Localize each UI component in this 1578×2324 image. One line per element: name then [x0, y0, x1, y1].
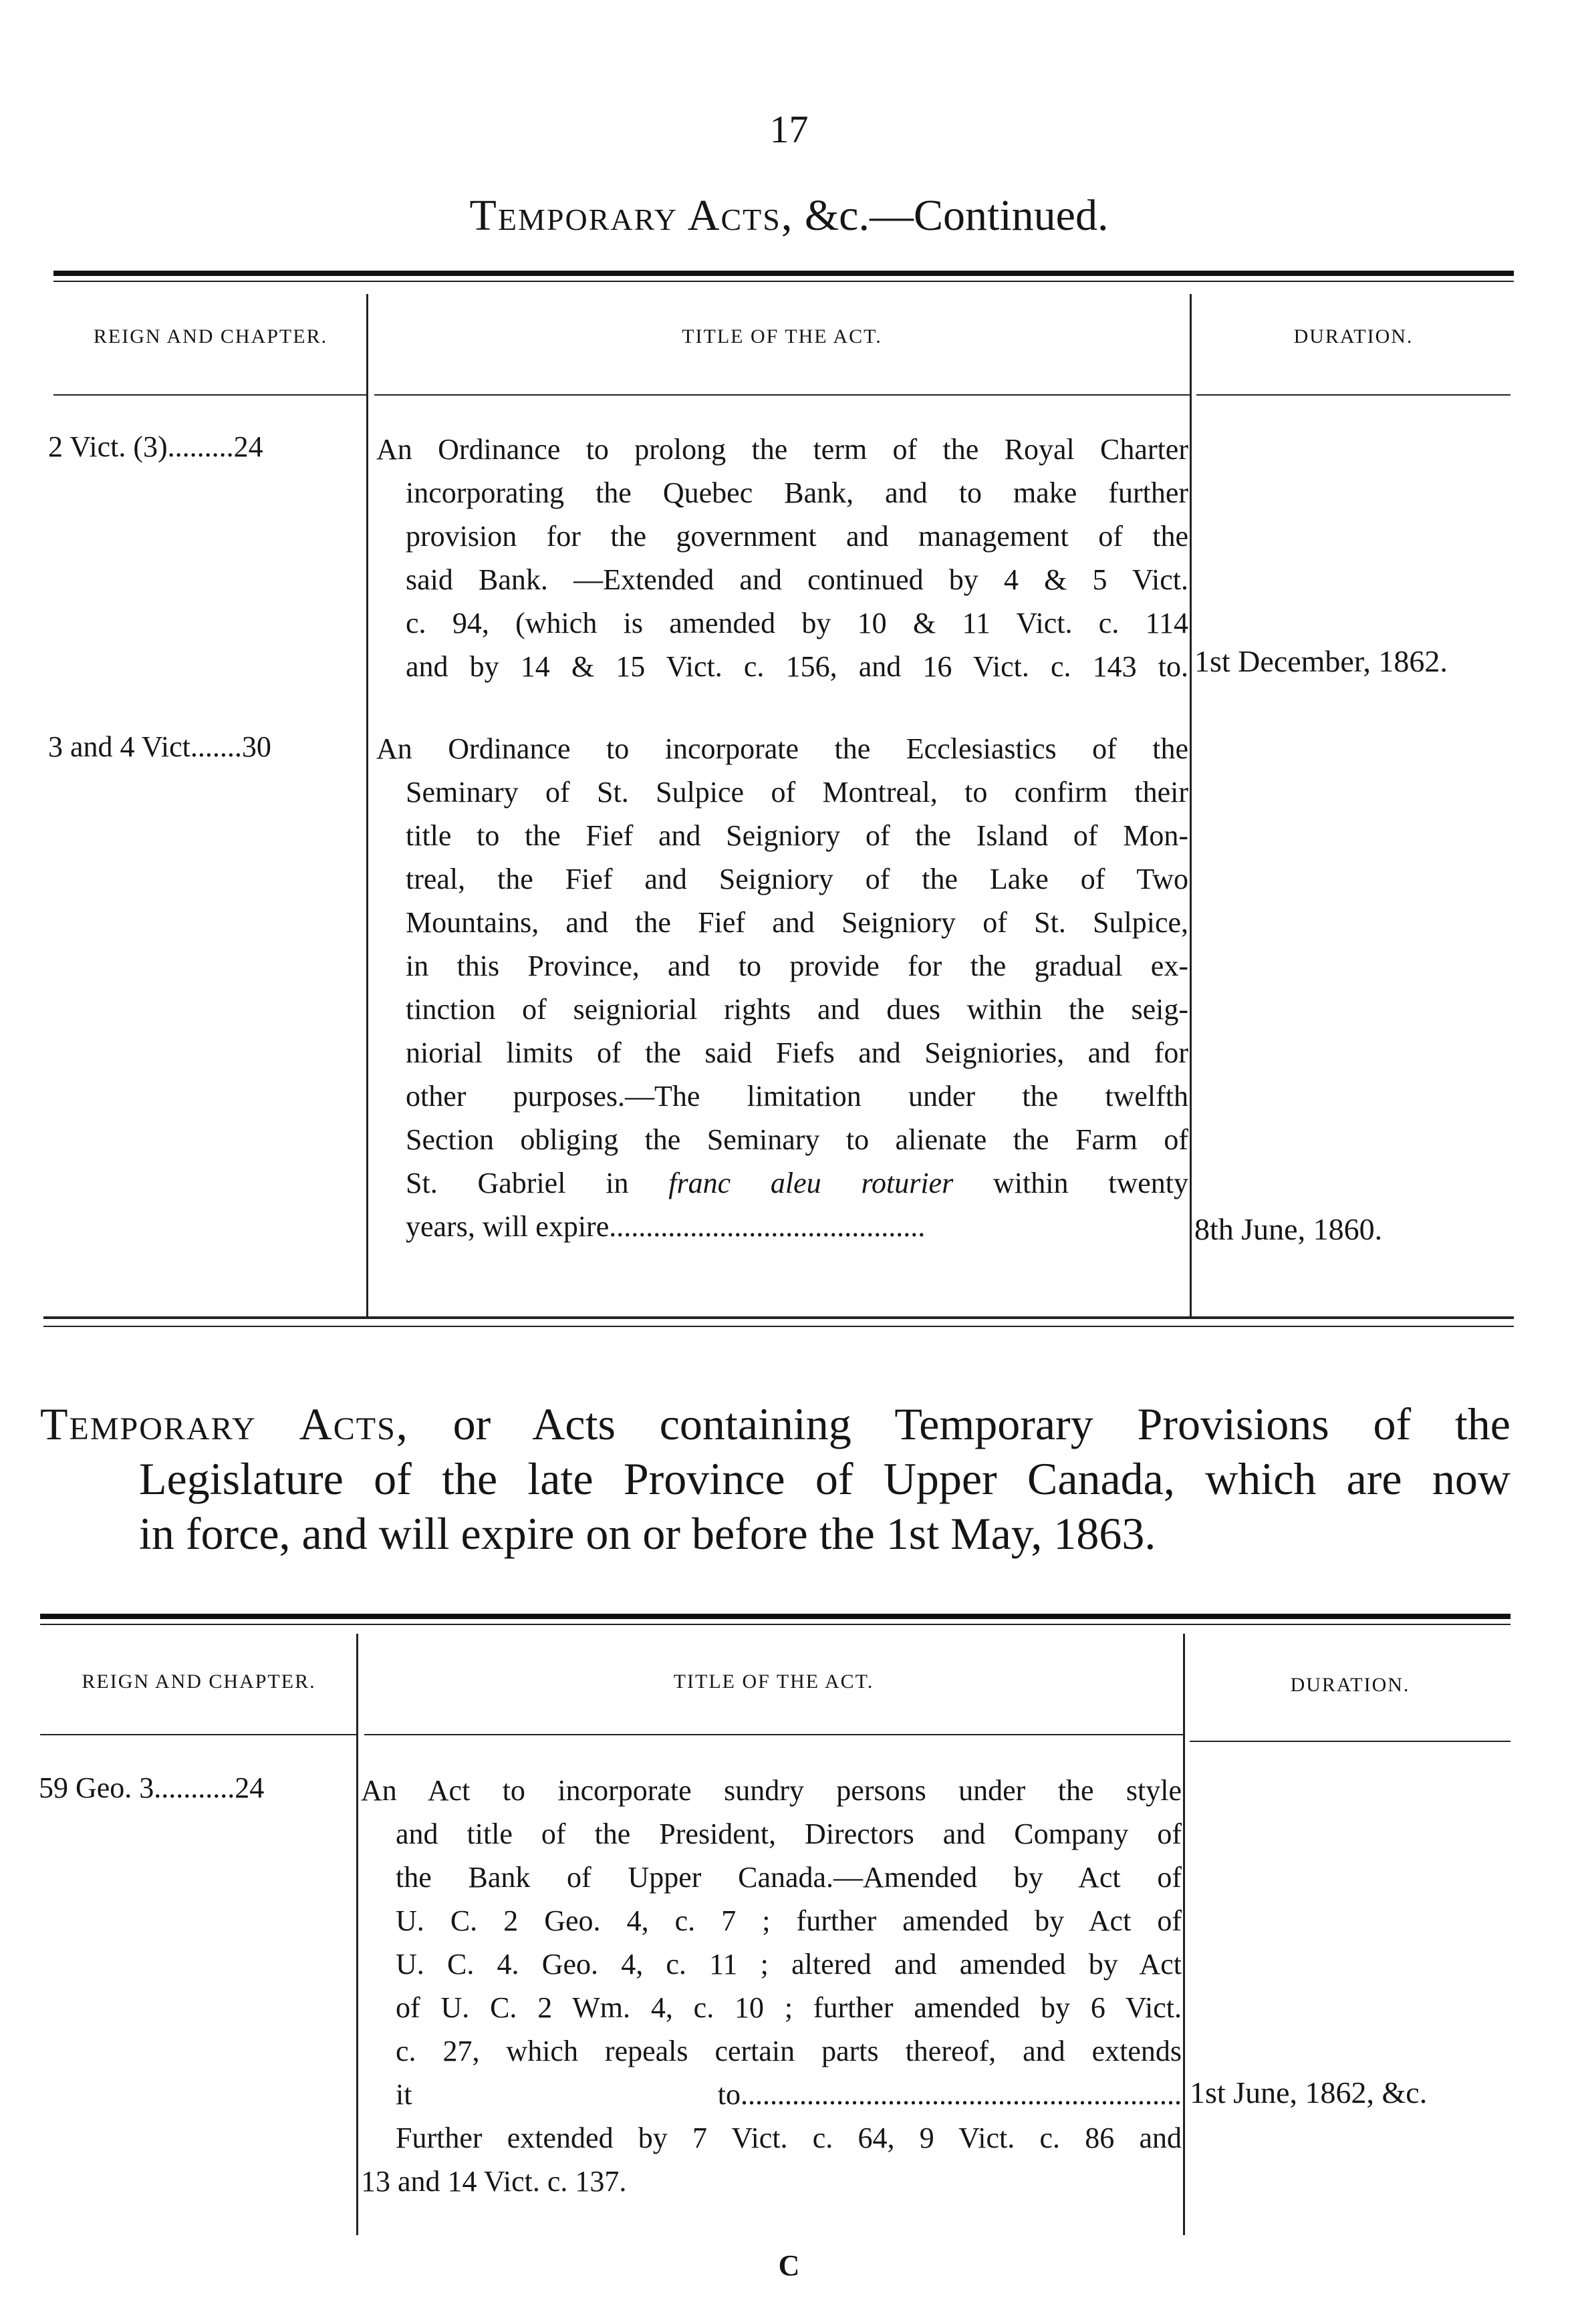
section-title-line1-rest: or Acts containing Temporary Provisions of the: [408, 1399, 1510, 1449]
table1-head-rule-reign: [53, 394, 368, 396]
table1-head-rule-title: [374, 394, 1190, 396]
italic-phrase: franc aleu roturier: [668, 1167, 954, 1199]
text-line: Further extended by 7 Vict. c. 64, 9 Vict. c. 86 and: [396, 2122, 1182, 2154]
table2-row1-reign: 59 Geo. 3...........24: [39, 1771, 265, 1804]
table1-col-reign: REIGN AND CHAPTER.: [93, 325, 328, 347]
table2-top-rule: [40, 1614, 1510, 1619]
text-line: U. C. 4. Geo. 4, c. 11 ; altered and amended by Act: [396, 1948, 1182, 1981]
text-line: and by 14 & 15 Vict. c. 156, and 16 Vict. c. 143 to.: [406, 650, 1188, 683]
table2-top-rule-inner: [40, 1624, 1510, 1625]
table1-bottom-rule: [43, 1316, 1514, 1319]
text-line: c. 94, (which is amended by 10 & 11 Vict. c. 114: [406, 607, 1188, 639]
text-line: 13 and 14 Vict. c. 137.: [361, 2165, 627, 2198]
table2-head-rule-title: [364, 1734, 1183, 1735]
section-title-line1: [40, 1397, 1510, 1451]
table2-divider-right: [1183, 1634, 1185, 2235]
table2-col-duration: DURATION.: [1290, 1674, 1410, 1696]
table1-col-title: TITLE OF THE ACT.: [682, 325, 882, 347]
table2-divider-left: [356, 1634, 358, 2235]
page-number: 17: [769, 108, 809, 151]
table1-row2-duration: 8th June, 1860.: [1194, 1212, 1383, 1246]
text-line: in this Province, and to provide for the gradual ex-: [406, 950, 1188, 982]
text-line: it to............................................................: [396, 2078, 1182, 2111]
text-line: U. C. 2 Geo. 4, c. 7 ; further amended by Act of: [396, 1904, 1182, 1937]
text-line: provision for the government and management of the: [406, 520, 1188, 553]
table1-top-rule-inner: [53, 281, 1514, 282]
section-title-line3: in force, and will expire on or before the 1st May, 1863.: [139, 1508, 1156, 1559]
table2-row1-title: [361, 1769, 1182, 2203]
text-line: treal, the Fief and Seigniory of the Lake of Two: [406, 863, 1188, 895]
table1-divider-left: [366, 294, 368, 1316]
text-line: the Bank of Upper Canada.—Amended by Act of: [396, 1861, 1182, 1894]
text-line: of U. C. 2 Wm. 4, c. 10 ; further amended by 6 Vict.: [396, 1991, 1182, 2024]
text-line: title to the Fief and Seigniory of the Island of Mon-: [406, 819, 1188, 852]
table1-bottom-rule-inner: [43, 1326, 1514, 1327]
table1-top-rule: [53, 271, 1514, 276]
heading-continued: &c.—Continued.: [793, 191, 1109, 240]
table2-row1-duration: 1st June, 1862, &c.: [1190, 2075, 1428, 2110]
text-line-mixed: [376, 1161, 1188, 1205]
section-title-line2: Legislature of the late Province of Upper Canada, which are now: [139, 1453, 1510, 1504]
table1-col-duration: DURATION.: [1293, 325, 1414, 347]
page-heading: [0, 190, 1578, 241]
text-line: Mountains, and the Fief and Seigniory of St. Sulpice,: [406, 906, 1188, 939]
section-title: [40, 1397, 1510, 1561]
text-line: tinction of seigniorial rights and dues within the seig-: [406, 993, 1188, 1026]
table1-row2-title: [376, 727, 1188, 1248]
table1-head-rule-duration: [1196, 394, 1510, 396]
text-line: An Ordinance to incorporate the Ecclesiastics of the: [376, 732, 1188, 765]
text-line: incorporating the Quebec Bank, and to make further: [406, 476, 1188, 509]
table2-col-title: TITLE OF THE ACT.: [673, 1671, 874, 1693]
text-line: niorial limits of the said Fiefs and Seigniories, and for: [406, 1036, 1188, 1069]
table1-row1-duration: 1st December, 1862.: [1194, 644, 1448, 678]
text-line: and title of the President, Directors and Company of: [396, 1818, 1182, 1850]
table2-col-reign: REIGN AND CHAPTER.: [82, 1671, 316, 1693]
heading-small-caps: Temporary Acts,: [469, 191, 794, 240]
table1-row1-reign: 2 Vict. (3).........24: [48, 430, 263, 463]
table2-head-rule-reign: [40, 1734, 358, 1735]
table1-row2-reign: 3 and 4 Vict.......30: [48, 730, 271, 763]
section-title-small-caps: Temporary Acts,: [40, 1399, 409, 1449]
text-line: other purposes.—The limitation under the twelfth: [406, 1080, 1188, 1113]
text-line: Seminary of St. Sulpice of Montreal, to confirm their: [406, 776, 1188, 809]
text-line: years, will expire...........................................: [406, 1210, 926, 1243]
table2-head-rule-duration: [1190, 1741, 1510, 1742]
text-line: An Ordinance to prolong the term of the Royal Charter: [376, 433, 1188, 466]
text-line: said Bank. —Extended and continued by 4 & 5 Vict.: [406, 563, 1188, 596]
text-line: c. 27, which repeals certain parts thereof, and extends: [396, 2035, 1182, 2067]
table1-row1-title: [376, 428, 1188, 688]
table1-divider-right: [1190, 294, 1192, 1316]
text-line: Section obliging the Seminary to alienate the Farm of: [406, 1123, 1188, 1156]
text-fragment: within twenty: [993, 1167, 1188, 1199]
text-line: An Act to incorporate sundry persons under the style: [361, 1774, 1182, 1807]
signature-mark: C: [778, 2249, 800, 2282]
text-fragment: St. Gabriel in: [406, 1167, 629, 1199]
